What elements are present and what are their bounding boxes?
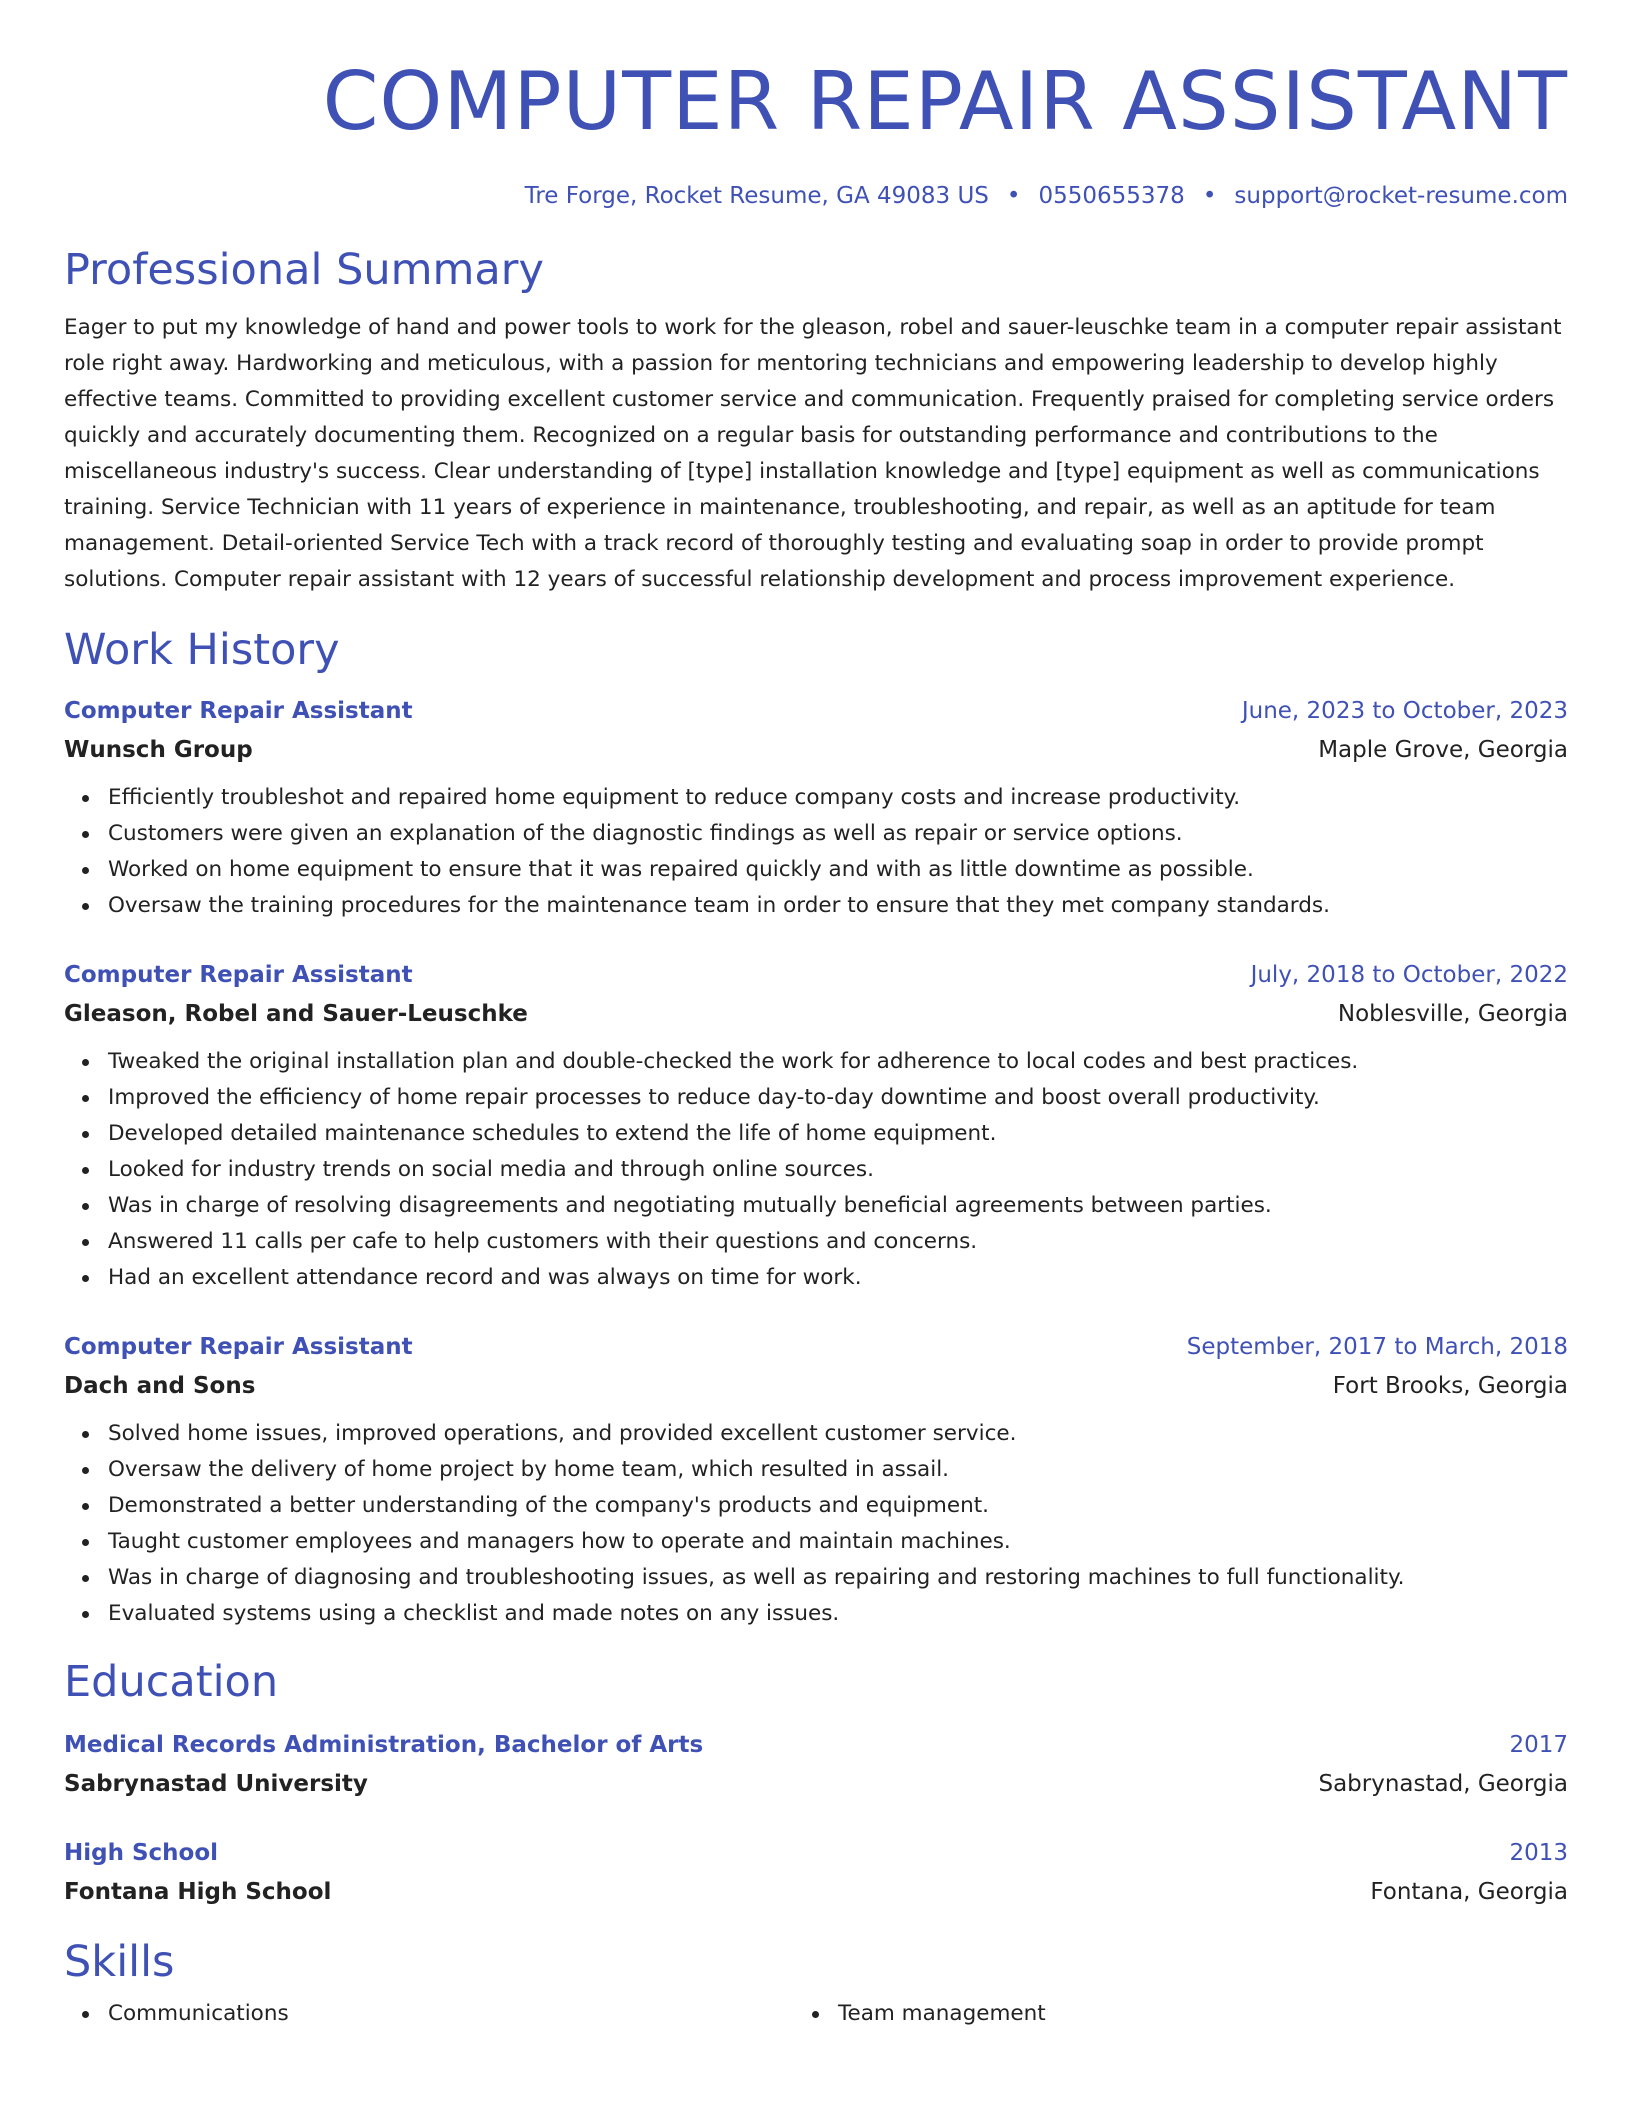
job-header-row: [64, 692, 1568, 730]
job-company: Gleason, Robel and Sauer-Leuschke: [64, 1001, 528, 1027]
education-header-row: [64, 1726, 1568, 1764]
contact-separator: •: [1202, 183, 1217, 209]
contact-phone: 0550655378: [1038, 183, 1185, 209]
job-company: Wunsch Group: [64, 737, 253, 763]
job-bullet: Improved the efficiency of home repair processes to reduce day-to-day downtime and boost overall productivity.: [108, 1080, 1568, 1116]
education-location: Sabrynastad, Georgia: [1318, 1771, 1568, 1797]
job-header-row: [64, 956, 1568, 994]
job-company: Dach and Sons: [64, 1373, 256, 1399]
education-entry: [64, 1834, 1568, 1912]
education-location: Fontana, Georgia: [1370, 1879, 1568, 1905]
skill-item: Team management: [838, 1996, 1568, 2032]
job-bullet: Had an excellent attendance record and was always on time for work.: [108, 1260, 1568, 1296]
job-bullet: Solved home issues, improved operations, and provided excellent customer service.: [108, 1416, 1568, 1452]
job-company-row: [64, 994, 1568, 1034]
education-entry: [64, 1726, 1568, 1804]
job-role: Computer Repair Assistant: [64, 698, 413, 724]
job-company-row: [64, 730, 1568, 770]
contact-email: support@rocket-resume.com: [1234, 183, 1568, 209]
resume-name-heading: COMPUTER REPAIR ASSISTANT: [322, 55, 1568, 148]
section-title-work-history: Work History: [64, 625, 340, 675]
job-entry: [64, 692, 1568, 924]
skill-item: Communications: [108, 1996, 838, 2032]
job-bullet: Evaluated systems using a checklist and made notes on any issues.: [108, 1596, 1568, 1632]
job-entry: [64, 956, 1568, 1296]
job-bullet: Developed detailed maintenance schedules to extend the life of home equipment.: [108, 1116, 1568, 1152]
education-school: Fontana High School: [64, 1879, 332, 1905]
education-school-row: [64, 1764, 1568, 1804]
education-header-row: [64, 1834, 1568, 1872]
job-bullet: Tweaked the original installation plan and double-checked the work for adherence to local codes and best practices.: [108, 1044, 1568, 1080]
job-role: Computer Repair Assistant: [64, 962, 413, 988]
job-bullet-list: [64, 1044, 1568, 1296]
job-bullet: Customers were given an explanation of the diagnostic findings as well as repair or service options.: [108, 816, 1568, 852]
job-entry: [64, 1328, 1568, 1632]
job-bullet-list: [64, 780, 1568, 924]
job-dates: July, 2018 to October, 2022: [1250, 962, 1568, 988]
job-bullet-list: [64, 1416, 1568, 1632]
education-year: 2017: [1509, 1732, 1568, 1758]
job-bullet: Efficiently troubleshot and repaired home equipment to reduce company costs and increase productivity.: [108, 780, 1568, 816]
contact-address: Tre Forge, Rocket Resume, GA 49083 US: [524, 183, 989, 209]
job-location: Maple Grove, Georgia: [1318, 737, 1568, 763]
job-location: Noblesville, Georgia: [1337, 1001, 1568, 1027]
education-degree: Medical Records Administration, Bachelor of Arts: [64, 1732, 704, 1758]
job-bullet: Looked for industry trends on social media and through online sources.: [108, 1152, 1568, 1188]
section-title-summary: Professional Summary: [64, 245, 544, 295]
job-dates: June, 2023 to October, 2023: [1241, 698, 1568, 724]
job-role: Computer Repair Assistant: [64, 1334, 413, 1360]
contact-separator: •: [1006, 183, 1021, 209]
job-bullet: Taught customer employees and managers how to operate and maintain machines.: [108, 1524, 1568, 1560]
section-title-skills: Skills: [64, 1937, 175, 1987]
job-location: Fort Brooks, Georgia: [1332, 1373, 1568, 1399]
summary-text: Eager to put my knowledge of hand and power tools to work for the gleason, robel and sauer-leuschke team in a computer repair assistant role right away. Hardworking and meticulous, with a passion for mentoring technicians and empowering leadership to develop highly effective teams. Committed to providing excellent customer service and communication. Frequently praised for completing service orders quickly and accurately documenting them. Recognized on a regular basis for outstanding performance and contributions to the miscellaneous industry's success. Clear understanding of [type] installation knowledge and [type] equipment as well as communications training. Service Technician with 11 years of experience in maintenance, troubleshooting, and repair, as well as an aptitude for team management. Detail-oriented Service Tech with a track record of thoroughly testing and evaluating soap in order to provide prompt solutions. Computer repair assistant with 12 years of successful relationship development and process improvement experience.: [64, 315, 1562, 592]
job-bullet: Worked on home equipment to ensure that it was repaired quickly and with as little downtime as possible.: [108, 852, 1568, 888]
job-bullet: Demonstrated a better understanding of the company's products and equipment.: [108, 1488, 1568, 1524]
job-header-row: [64, 1328, 1568, 1366]
job-bullet: Was in charge of resolving disagreements and negotiating mutually beneficial agreements between parties.: [108, 1188, 1568, 1224]
skills-list: [64, 1996, 1568, 2032]
job-company-row: [64, 1366, 1568, 1406]
education-degree: High School: [64, 1840, 219, 1866]
education-year: 2013: [1509, 1840, 1568, 1866]
contact-line: [64, 180, 1568, 212]
education-school-row: [64, 1872, 1568, 1912]
job-bullet: Oversaw the delivery of home project by home team, which resulted in assail.: [108, 1452, 1568, 1488]
section-title-education: Education: [64, 1657, 279, 1707]
education-school: Sabrynastad University: [64, 1771, 368, 1797]
job-dates: September, 2017 to March, 2018: [1186, 1334, 1568, 1360]
job-bullet: Was in charge of diagnosing and troubleshooting issues, as well as repairing and restoring machines to full functionality.: [108, 1560, 1568, 1596]
job-bullet: Oversaw the training procedures for the maintenance team in order to ensure that they met company standards.: [108, 888, 1568, 924]
job-bullet: Answered 11 calls per cafe to help customers with their questions and concerns.: [108, 1224, 1568, 1260]
